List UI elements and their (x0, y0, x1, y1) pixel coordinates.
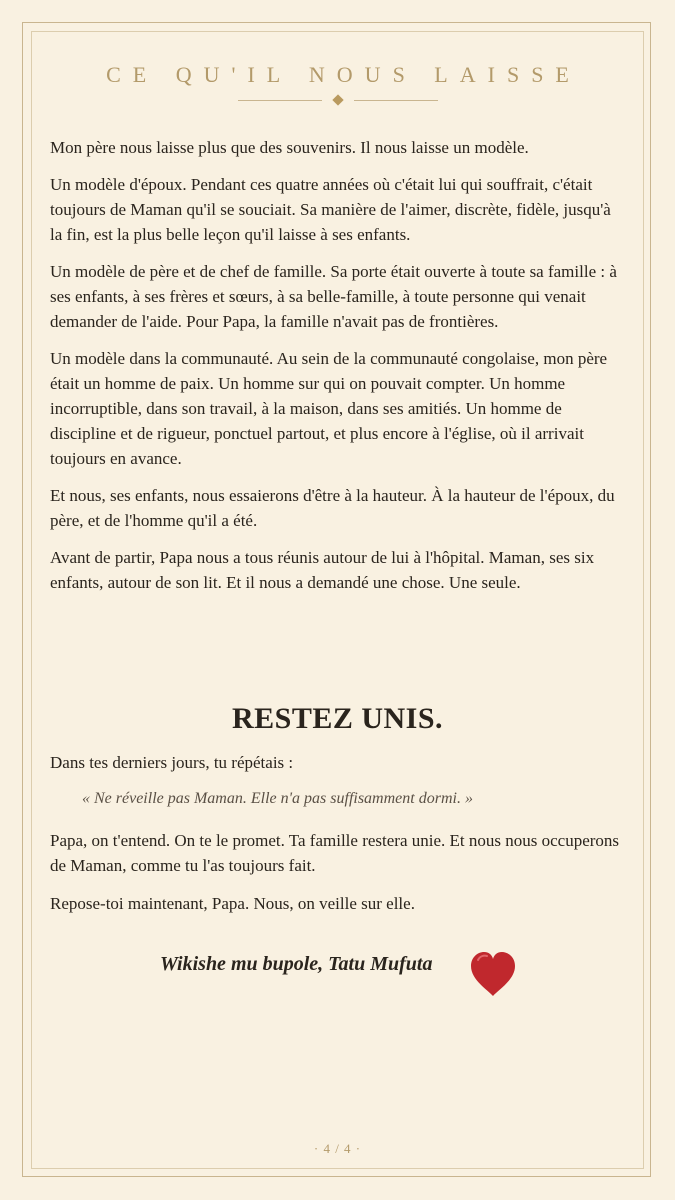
closing-signature: Wikishe mu bupole, Tatu Mufuta (160, 953, 433, 975)
paragraph: Mon père nous laisse plus que des souvenirs. Il nous laisse un modèle. (50, 138, 529, 157)
paragraph: Papa, on t'entend. On te le promet. Ta famille restera unie. Et nous nous occuperons de Maman, comme tu l'as toujours fait. (50, 831, 620, 875)
paragraph: Avant de partir, Papa nous a tous réunis autour de lui à l'hôpital. Maman, ses six enfants, autour de son lit. Et il nous a demandé une chose. Une seule. (50, 548, 595, 592)
paragraph: Un modèle dans la communauté. Au sein de la communauté congolaise, mon père était un homme de paix. Un homme sur qui on pouvait compter. Un homme incorruptible, dans son travail, à la maison, dans ses amitiés. Un homme de discipline et de rigueur, ponctuel partout, et plus encore à l'église, où il arrivait toujours en avance. (50, 349, 608, 468)
paragraph: Un modèle d'époux. Pendant ces quatre années où c'était lui qui souffrait, c'était toujours de Maman qu'il se souciait. Sa manière de l'aimer, discrète, fidèle, jusqu'à la fin, est la plus belle leçon qu'il laisse à ses enfants. (50, 175, 611, 244)
main-text (50, 135, 625, 607)
page-title: CE QU'IL NOUS LAISSE (106, 62, 581, 87)
paragraph: Et nous, ses enfants, nous essaierons d'être à la hauteur. À la hauteur de l'époux, du père, et de l'homme qu'il a été. (50, 486, 615, 530)
page-number: · 4 / 4 · (313, 1141, 362, 1156)
paragraph: Un modèle de père et de chef de famille. Sa porte était ouverte à toute sa famille : à ses enfants, à ses frères et sœurs, à sa belle-famille, à toute personne qui venait demander de l'aide. Pour Papa, la famille n'avait pas de frontières. (50, 262, 617, 331)
headline: RESTEZ UNIS. (231, 702, 444, 735)
ornament-line-left (238, 100, 322, 101)
diamond-icon (332, 94, 343, 105)
intro-line: Dans tes derniers jours, tu répétais : (50, 753, 294, 772)
intro-text (50, 750, 625, 775)
quote: « Ne réveille pas Maman. Elle n'a pas suffisamment dormi. » (82, 790, 473, 807)
closing-text (50, 828, 625, 929)
ornament-line-right (354, 100, 438, 101)
title-ornament (0, 96, 675, 104)
heart-icon (468, 950, 518, 998)
paragraph: Repose-toi maintenant, Papa. Nous, on veille sur elle. (50, 894, 415, 913)
